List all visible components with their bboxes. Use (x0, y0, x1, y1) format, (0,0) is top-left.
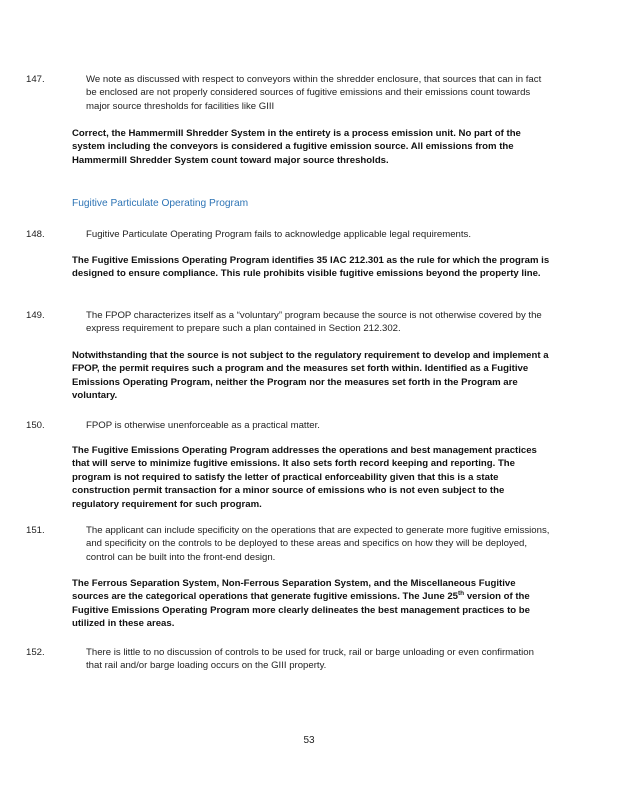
page-number: 53 (303, 735, 315, 746)
comment-151 (26, 524, 550, 564)
comment-number: 149. (26, 310, 45, 321)
response-150: The Fugitive Emissions Operating Program addresses the operations and best management practices that will serve to minimize fugitive emissions. It also sets forth record keeping and reporting. The program is not required to satisfy the letter of practical enforceability given that this is a state construction permit transaction for a minor source of emissions who is not even subject to the regulatory requirement for such program. (72, 445, 537, 510)
response-text-part: The Ferrous Separation System, Non-Ferrous Separation System, and the Miscellaneous Fugitive sources are the categorical operations that generate fugitive emissions. The June 25 (72, 578, 516, 603)
comment-text: The FPOP characterizes itself as a “voluntary” program because the source is not otherwise covered by the express requirement to prepare such a plan contained in Section 212.302. (86, 310, 542, 335)
response-151 (72, 577, 550, 631)
comment-text: There is little to no discussion of controls to be used for truck, rail or barge unloading or even confirmation that rail and/or barge loading occurs on the GIII property. (86, 647, 534, 672)
comment-149 (26, 309, 550, 336)
comment-150 (26, 419, 550, 432)
comment-text: Fugitive Particulate Operating Program fails to acknowledge applicable legal requirements. (86, 229, 472, 240)
comment-number: 147. (26, 74, 45, 85)
comment-number: 150. (26, 420, 45, 431)
section-heading: Fugitive Particulate Operating Program (72, 198, 249, 209)
comment-number: 151. (26, 525, 45, 536)
comment-number: 148. (26, 229, 45, 240)
comment-text: We note as discussed with respect to conveyors within the shredder enclosure, that sources that can in fact be enclosed are not properly considered sources of fugitive emissions and their emissions count towards major source thresholds for facilities like GIII (86, 74, 542, 112)
response-147: Correct, the Hammermill Shredder System in the entirety is a process emission unit. No part of the system including the conveyors is considered a fugitive emission source. All emissions from the Hammermill Shredder System count toward major source thresholds. (72, 128, 521, 166)
ordinal-suffix: th (458, 590, 465, 598)
comment-number: 152. (26, 647, 45, 658)
comment-152 (26, 646, 550, 673)
response-text-part: version of the Fugitive Emissions Operating Program more clearly delineates the best management practices to be utilized in these areas. (72, 591, 530, 630)
comment-text: The applicant can include specificity on the operations that are expected to generate more fugitive emissions, and specificity on the controls to be deployed to these areas and specifics on how they will be deployed, control can be built into the front-end design. (86, 525, 550, 563)
comment-text: FPOP is otherwise unenforceable as a practical matter. (86, 420, 320, 431)
response-148: The Fugitive Emissions Operating Program identifies 35 IAC 212.301 as the rule for which the program is designed to ensure compliance. This rule prohibits visible fugitive emissions beyond the property line. (72, 255, 550, 280)
response-149: Notwithstanding that the source is not subject to the regulatory requirement to develop and implement a FPOP, the permit requires such a program and the measures set forth within. Identified as a Fugitive Emissions Operating Program, neither the Program nor the measures set forth in the Program are voluntary. (72, 350, 549, 402)
comment-147 (26, 73, 550, 113)
comment-148 (26, 228, 550, 241)
